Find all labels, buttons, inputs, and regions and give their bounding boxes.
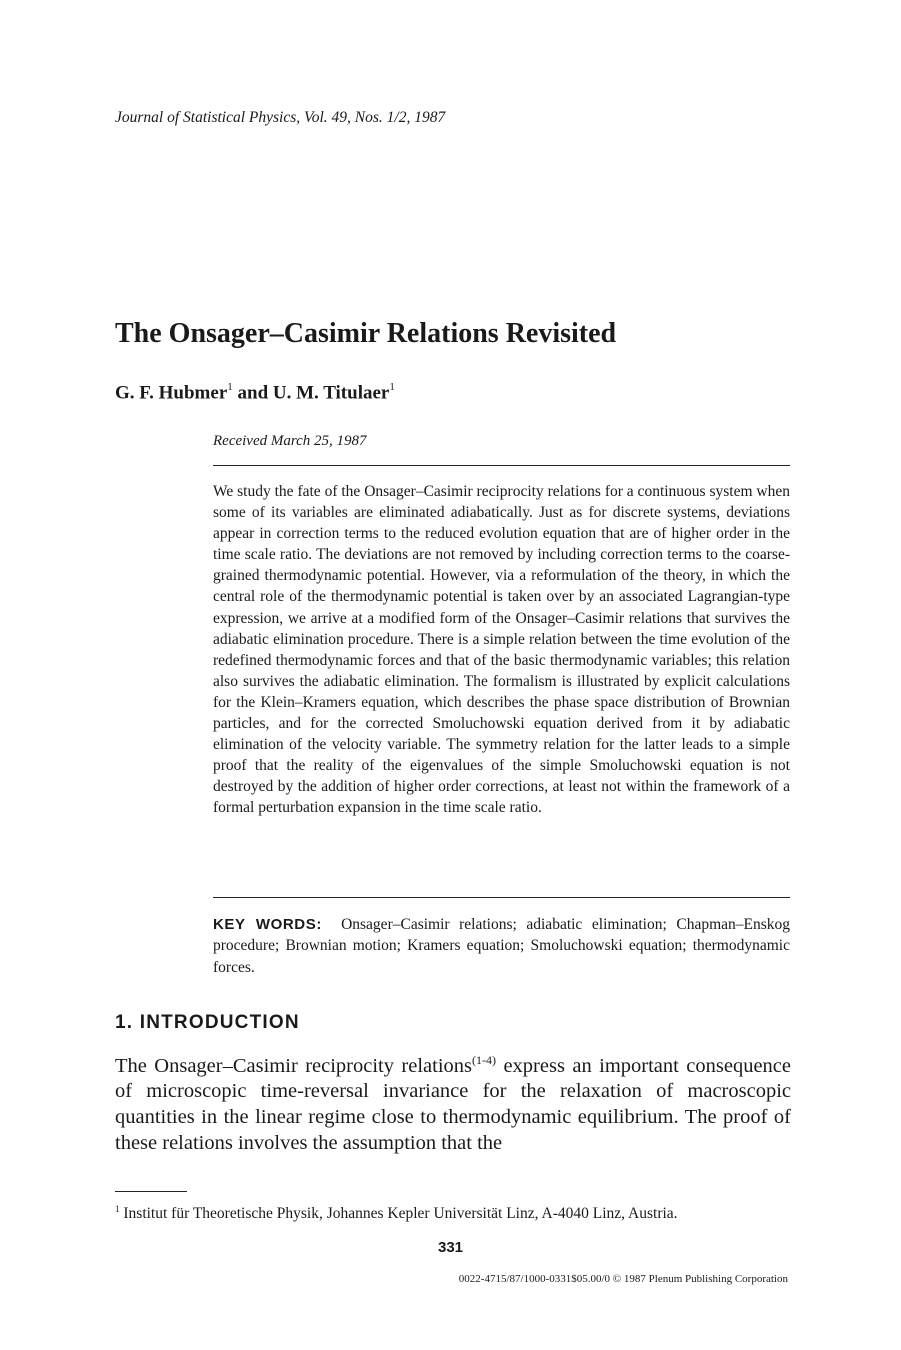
intro-text-rest: express an important consequence of microscopic time-reversal invariance for the relaxation of macroscopic quantities in the linear regime close to thermodynamic equilibrium. The proof of these relations involves the assumption that the [115, 1054, 791, 1154]
author-1-name: G. F. Hubmer [115, 382, 228, 404]
key-words-label: KEY WORDS: [213, 916, 322, 933]
footnote-rule [115, 1191, 187, 1192]
abstract-bottom-rule [213, 897, 790, 898]
introduction-paragraph [115, 1048, 791, 1156]
page-number: 331 [437, 1239, 464, 1256]
section-heading: 1. INTRODUCTION [115, 1012, 300, 1033]
footnote-marker: 1 [115, 1204, 120, 1214]
paper-title: The Onsager–Casimir Relations Revisited [115, 318, 617, 349]
footnote [115, 1204, 678, 1223]
intro-text-start: The Onsager–Casimir reciprocity relations [115, 1054, 473, 1077]
copyright-line: 0022-4715/87/1000-0331$05.00/0 © 1987 Plenum Publishing Corporation [458, 1273, 788, 1285]
author-2-affiliation-marker: 1 [389, 381, 395, 393]
key-words [213, 914, 790, 978]
key-words-text: Onsager–Casimir relations; adiabatic elimination; Chapman–Enskog procedure; Brownian motion; Kramers equation; Smoluchowski equation; thermodynamic forces. [213, 916, 791, 976]
journal-header: Journal of Statistical Physics, Vol. 49, Nos. 1/2, 1987 [115, 109, 446, 126]
author-2-name: U. M. Titulaer [272, 382, 390, 404]
author-connector: and [237, 382, 269, 404]
abstract-top-rule [213, 465, 790, 466]
author-line [115, 382, 395, 404]
received-date: Received March 25, 1987 [213, 433, 367, 449]
abstract: We study the fate of the Onsager–Casimir reciprocity relations for a continuous system when some of its variables are eliminated adiabatically. Just as for discrete systems, deviations appear in correction terms to the reduced evolution equation that are of higher order in the time scale ratio. The deviations are not removed by including correction terms to the coarse-grained thermodynamic potential. However, via a reformulation of the theory, in which the central role of the thermodynamic potential is taken over by an associated Lagrangian-type expression, we arrive at a modified form of the Onsager–Casimir relations that survives the adiabatic elimination procedure. There is a simple relation between the time evolution of the redefined thermodynamic forces and that of the basic thermodynamic variables; this relation also survives the adiabatic elimination. The formalism is illustrated by explicit calculations for the Klein–Kramers equation, which describes the phase space distribution of Brownian particles, and for the corrected Smoluchowski equation derived from it by adiabatic elimination of the velocity variable. The symmetry relation for the latter leads to a simple proof that the reality of the eigenvalues of the simple Smoluchowski equation is not destroyed by the addition of higher order corrections, at least not within the framework of a formal perturbation expansion in the time scale ratio. [213, 483, 790, 817]
author-1-affiliation-marker: 1 [227, 381, 233, 393]
footnote-text: Institut für Theoretische Physik, Johannes Kepler Universität Linz, A-4040 Linz, Austria. [119, 1205, 678, 1223]
citation-marker: (1-4) [472, 1053, 497, 1067]
